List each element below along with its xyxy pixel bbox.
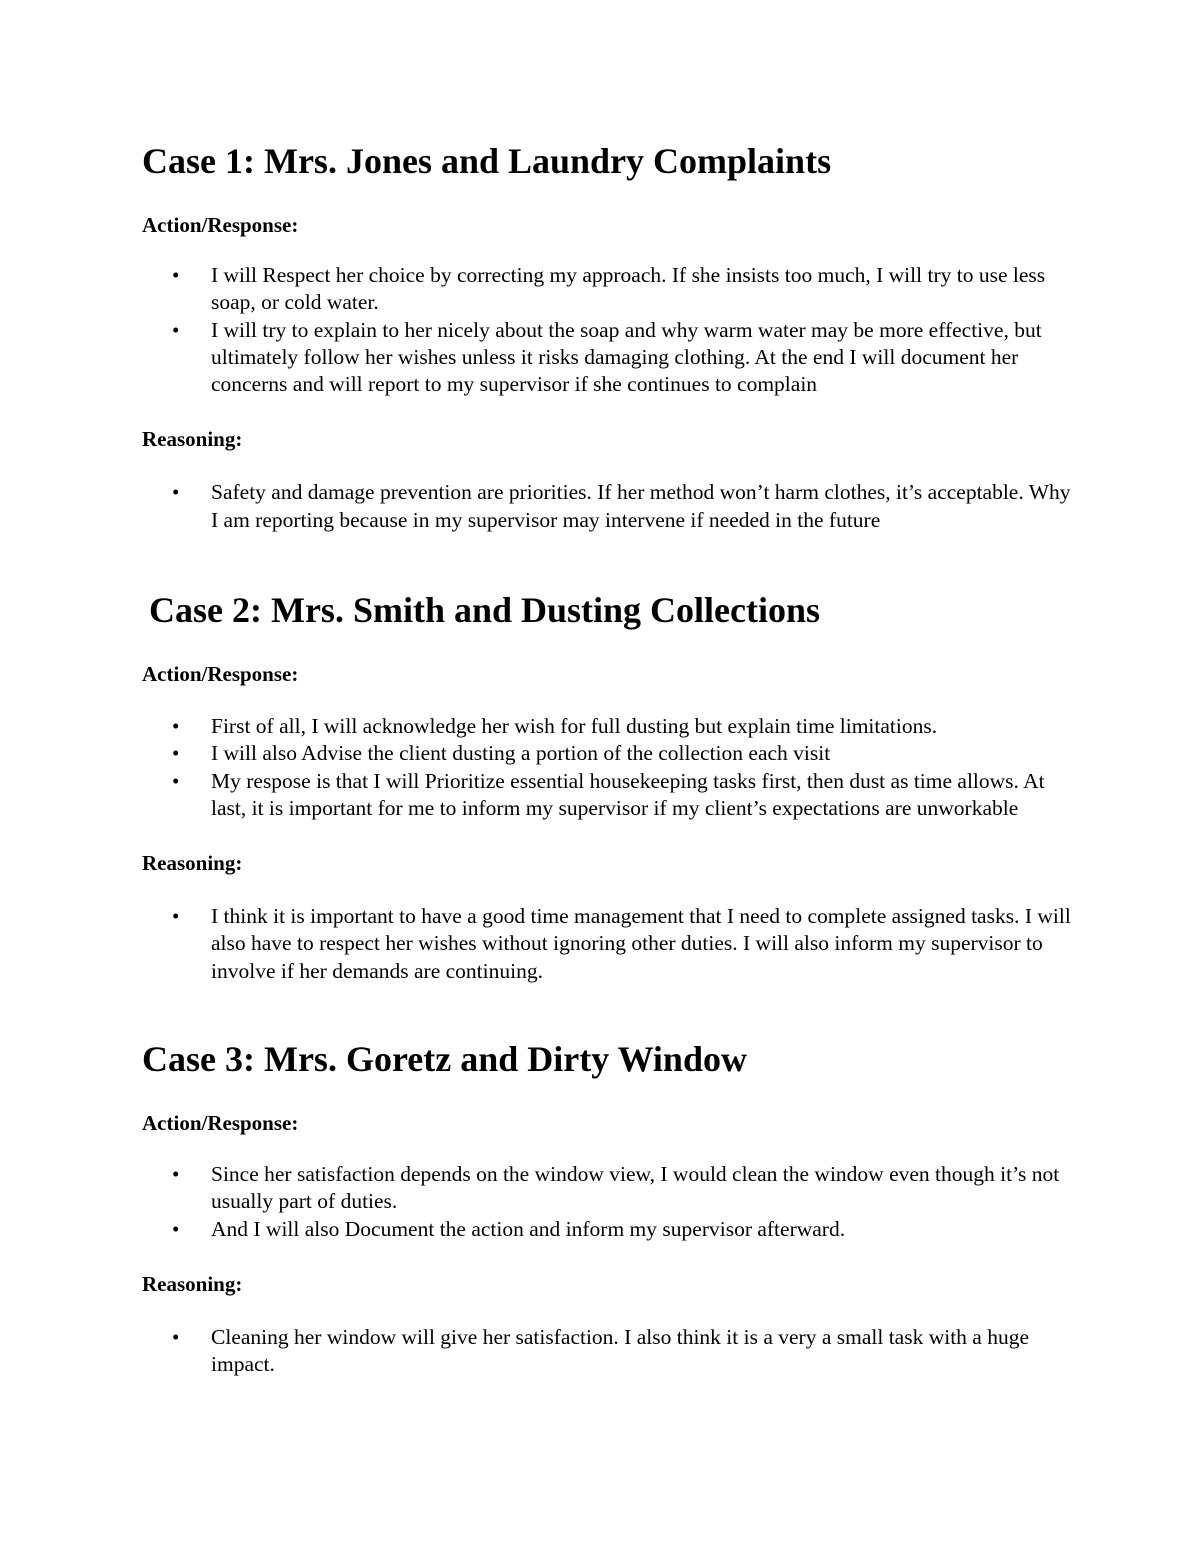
case-2-action-list bbox=[142, 713, 1072, 822]
bullet-icon: • bbox=[172, 480, 180, 505]
case-3-reasoning-heading: Reasoning: bbox=[142, 1271, 243, 1296]
list-item bbox=[142, 740, 1072, 767]
list-item bbox=[142, 1161, 1072, 1216]
case-3-title: Case 3: Mrs. Goretz and Dirty Window bbox=[142, 1039, 747, 1079]
list-item bbox=[142, 479, 1072, 534]
case-2-action-2-text: I will also Advise the client dusting a portion of the collection each visit bbox=[211, 741, 831, 766]
case-1-title: Case 1: Mrs. Jones and Laundry Complaints bbox=[142, 141, 832, 181]
bullet-icon: • bbox=[172, 1162, 180, 1186]
case-2-action-3-text: My respose is that I will Prioritize essential housekeeping tasks first, then dust as time allows. At last, it is important for me to inform my supervisor if my client’s expectations are unworkable bbox=[211, 768, 1045, 820]
bullet-icon: • bbox=[172, 741, 180, 766]
bullet-icon: • bbox=[172, 904, 180, 929]
case-3-action-list bbox=[142, 1161, 1072, 1243]
case-3-reasoning-list bbox=[142, 1324, 1072, 1379]
case-3-action-1-text: Since her satisfaction depends on the window view, I would clean the window even though it’s not usually part of duties. bbox=[211, 1162, 1060, 1214]
list-item bbox=[142, 903, 1072, 985]
list-item bbox=[142, 262, 1072, 317]
bullet-icon: • bbox=[172, 1216, 180, 1241]
case-1-reasoning-heading: Reasoning: bbox=[142, 427, 243, 452]
case-3-reasoning-1-text: Cleaning her window will give her satisfaction. I also think it is a very a small task with a huge impact. bbox=[211, 1324, 1030, 1377]
case-2-action-1-text: First of all, I will acknowledge her wish for full dusting but explain time limitations. bbox=[211, 714, 938, 738]
bullet-icon: • bbox=[172, 1324, 180, 1349]
case-1-reasoning-list bbox=[142, 479, 1072, 534]
case-1-action-list bbox=[142, 262, 1072, 398]
bullet-icon: • bbox=[172, 714, 180, 738]
case-1-action-1-text: I will Respect her choice by correcting my approach. If she insists too much, I will try to use less soap, or cold water. bbox=[211, 263, 1046, 315]
case-1-action-heading: Action/Response: bbox=[142, 213, 299, 237]
case-2-action-heading: Action/Response: bbox=[142, 662, 299, 686]
list-item bbox=[142, 768, 1072, 823]
list-item bbox=[142, 713, 1072, 740]
list-item bbox=[142, 317, 1072, 399]
case-2-reasoning-1-text: I think it is important to have a good time management that I need to complete assigned tasks. I will also have to respect her wishes without ignoring other duties. I will also inform my supervisor to involve if her demands are continuing. bbox=[211, 904, 1071, 983]
list-item bbox=[142, 1216, 1072, 1243]
case-3-section bbox=[142, 1038, 1072, 1378]
bullet-icon: • bbox=[172, 263, 180, 287]
list-item bbox=[142, 1324, 1072, 1379]
case-2-title: Case 2: Mrs. Smith and Dusting Collections bbox=[149, 590, 821, 630]
case-1-action-2-text: I will try to explain to her nicely about the soap and why warm water may be more effective, but ultimately follow her wishes unless it risks damaging clothing. At the end I will document her concerns and will report to my supervisor if she continues to complain bbox=[211, 317, 1042, 397]
case-1-reasoning-1-text: Safety and damage prevention are priorities. If her method won’t harm clothes, it’s acceptable. Why I am reporting because in my supervisor may intervene if needed in the future bbox=[211, 480, 1071, 532]
case-2-reasoning-heading: Reasoning: bbox=[142, 851, 243, 876]
case-2-reasoning-list bbox=[142, 903, 1072, 985]
case-1-section bbox=[142, 140, 1072, 534]
case-2-section bbox=[142, 589, 1072, 985]
case-3-action-2-text: And I will also Document the action and inform my supervisor afterward. bbox=[211, 1216, 846, 1241]
case-3-action-heading: Action/Response: bbox=[142, 1111, 299, 1135]
bullet-icon: • bbox=[172, 317, 180, 342]
bullet-icon: • bbox=[172, 768, 180, 793]
